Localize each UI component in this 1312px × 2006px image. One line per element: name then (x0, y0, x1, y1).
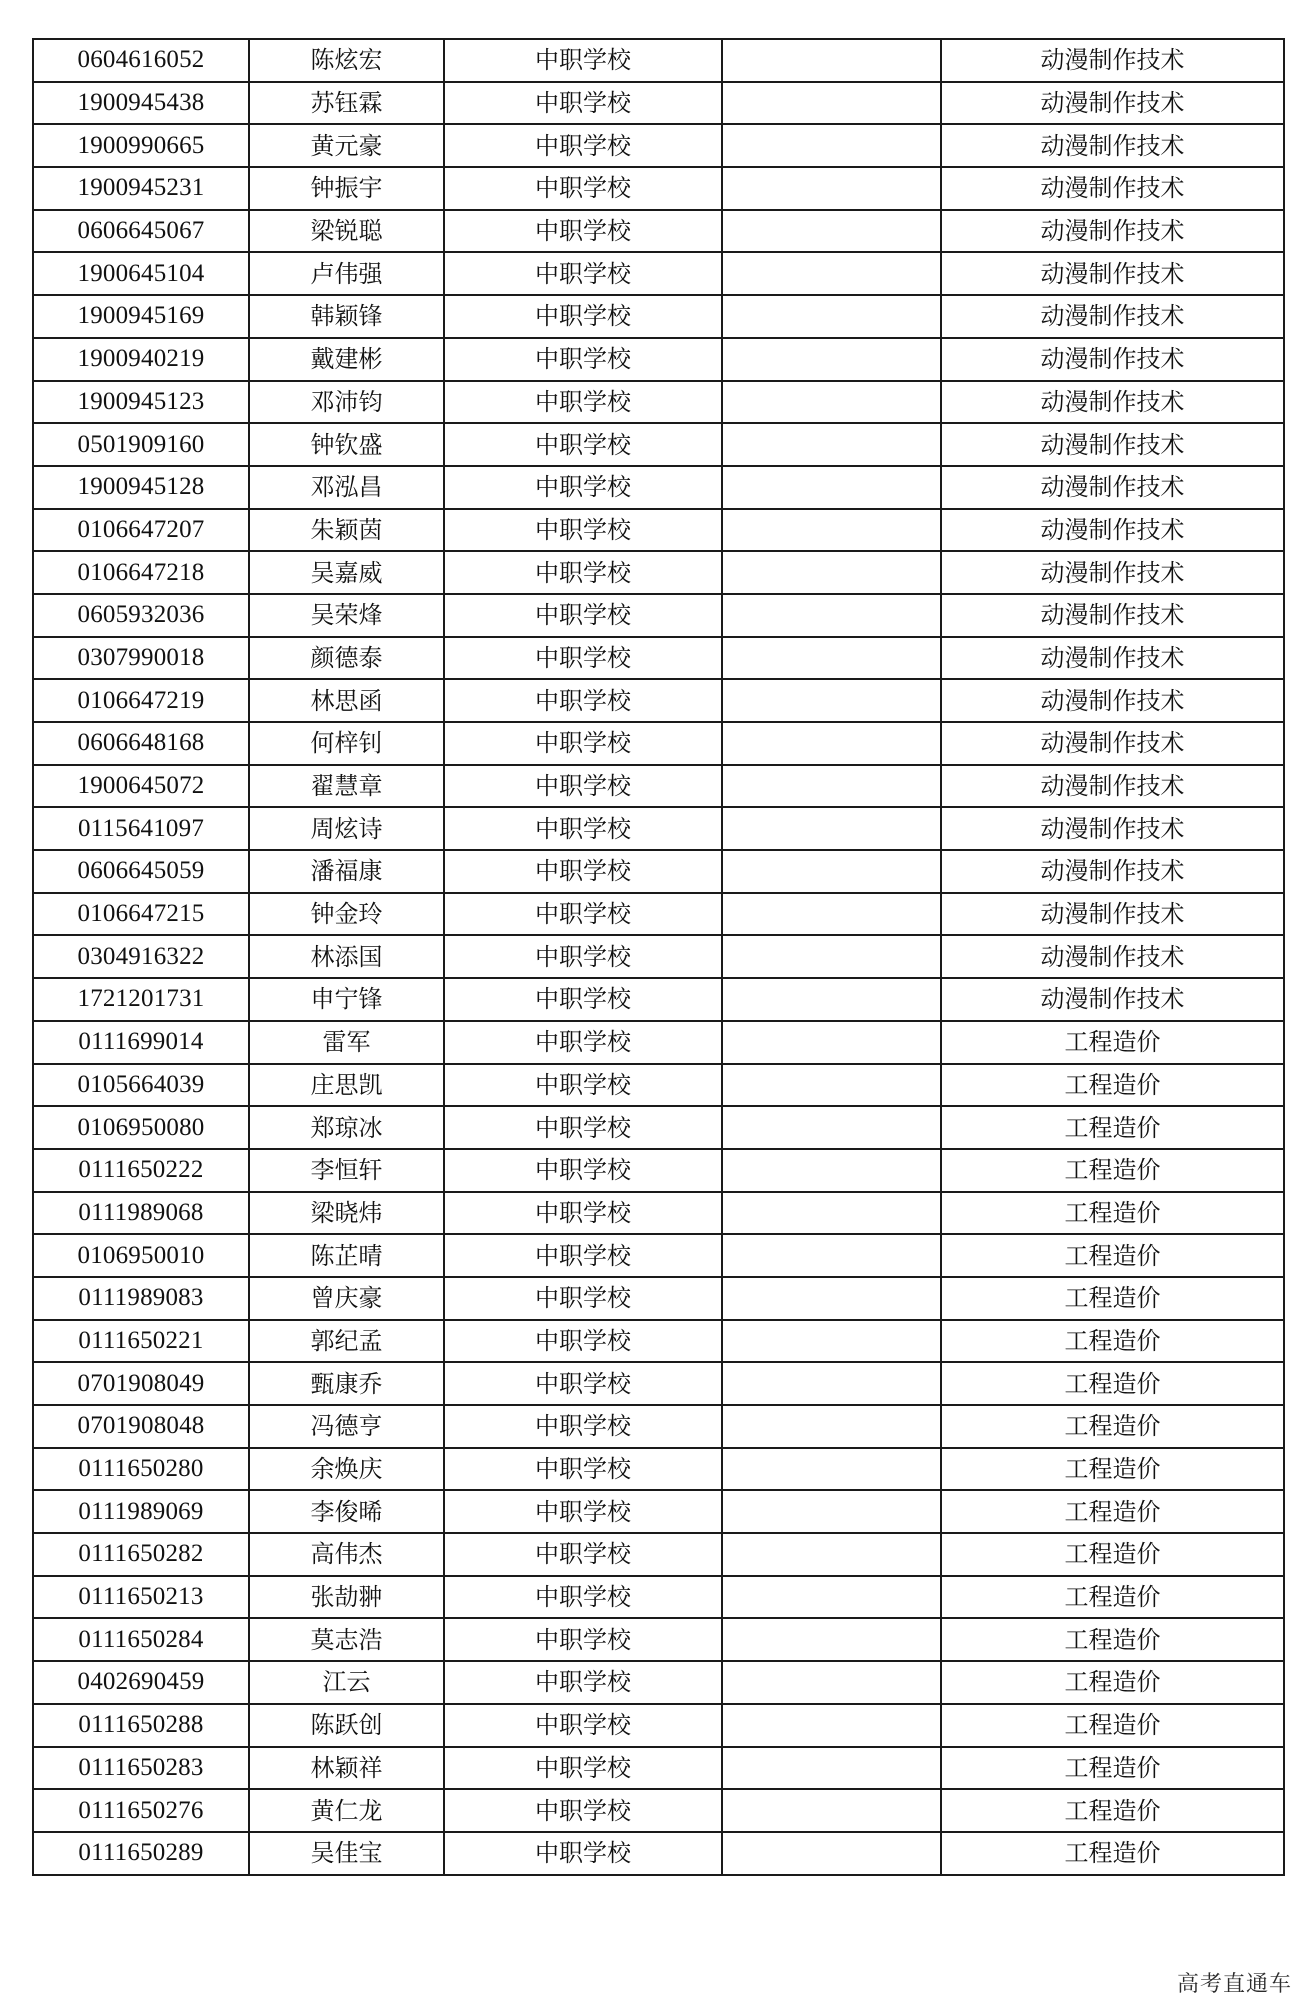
candidate-id-cell: 1900645072 (33, 765, 249, 808)
student-name-cell: 梁锐聪 (249, 210, 444, 253)
blank-cell (722, 1661, 941, 1704)
student-name-cell: 邓泓昌 (249, 466, 444, 509)
student-name-cell: 吴佳宝 (249, 1832, 444, 1875)
school-type-cell: 中职学校 (444, 1192, 722, 1235)
major-cell: 动漫制作技术 (941, 252, 1284, 295)
major-cell: 工程造价 (941, 1277, 1284, 1320)
student-name-cell: 郑琼冰 (249, 1106, 444, 1149)
school-type-cell: 中职学校 (444, 1490, 722, 1533)
school-type-cell: 中职学校 (444, 637, 722, 680)
student-name-cell: 郭纪孟 (249, 1320, 444, 1363)
student-name-cell: 何梓钊 (249, 722, 444, 765)
table-row (33, 466, 1284, 509)
table-row (33, 1192, 1284, 1235)
candidate-id-cell: 0111650280 (33, 1448, 249, 1491)
student-name-cell: 莫志浩 (249, 1618, 444, 1661)
candidate-id-cell: 0111989083 (33, 1277, 249, 1320)
major-cell: 动漫制作技术 (941, 39, 1284, 82)
blank-cell (722, 466, 941, 509)
table-row (33, 637, 1284, 680)
blank-cell (722, 1362, 941, 1405)
school-type-cell: 中职学校 (444, 1618, 722, 1661)
table-row (33, 1405, 1284, 1448)
candidate-id-cell: 0701908049 (33, 1362, 249, 1405)
student-name-cell: 陈芷晴 (249, 1234, 444, 1277)
candidate-id-cell: 0111650284 (33, 1618, 249, 1661)
blank-cell (722, 679, 941, 722)
table-row (33, 935, 1284, 978)
school-type-cell: 中职学校 (444, 1106, 722, 1149)
student-name-cell: 朱颖茵 (249, 509, 444, 552)
candidate-id-cell: 0106647219 (33, 679, 249, 722)
candidate-id-cell: 1900945128 (33, 466, 249, 509)
student-name-cell: 申宁锋 (249, 978, 444, 1021)
table-row (33, 722, 1284, 765)
school-type-cell: 中职学校 (444, 850, 722, 893)
blank-cell (722, 1106, 941, 1149)
table-row (33, 1576, 1284, 1619)
major-cell: 动漫制作技术 (941, 594, 1284, 637)
blank-cell (722, 338, 941, 381)
student-name-cell: 林添国 (249, 935, 444, 978)
student-name-cell: 卢伟强 (249, 252, 444, 295)
school-type-cell: 中职学校 (444, 295, 722, 338)
student-name-cell: 戴建彬 (249, 338, 444, 381)
major-cell: 动漫制作技术 (941, 167, 1284, 210)
blank-cell (722, 509, 941, 552)
watermark-text: 高考直通车 (1176, 1972, 1292, 1997)
blank-cell (722, 978, 941, 1021)
table-row (33, 1490, 1284, 1533)
student-name-cell: 黄元豪 (249, 124, 444, 167)
major-cell: 动漫制作技术 (941, 124, 1284, 167)
candidate-id-cell: 1900940219 (33, 338, 249, 381)
blank-cell (722, 1277, 941, 1320)
table-row (33, 1021, 1284, 1064)
school-type-cell: 中职学校 (444, 1533, 722, 1576)
major-cell: 动漫制作技术 (941, 978, 1284, 1021)
candidate-id-cell: 0111650289 (33, 1832, 249, 1875)
table-row (33, 39, 1284, 82)
blank-cell (722, 1448, 941, 1491)
blank-cell (722, 210, 941, 253)
candidate-id-cell: 0111650221 (33, 1320, 249, 1363)
student-name-cell: 梁晓炜 (249, 1192, 444, 1235)
candidate-id-cell: 0701908048 (33, 1405, 249, 1448)
school-type-cell: 中职学校 (444, 509, 722, 552)
table-row (33, 594, 1284, 637)
blank-cell (722, 1192, 941, 1235)
table-row (33, 1747, 1284, 1790)
student-name-cell: 江云 (249, 1661, 444, 1704)
student-name-cell: 庄思凯 (249, 1064, 444, 1107)
candidate-id-cell: 0105664039 (33, 1064, 249, 1107)
blank-cell (722, 1747, 941, 1790)
table-row (33, 509, 1284, 552)
major-cell: 工程造价 (941, 1704, 1284, 1747)
major-cell: 动漫制作技术 (941, 82, 1284, 125)
school-type-cell: 中职学校 (444, 1277, 722, 1320)
major-cell: 工程造价 (941, 1234, 1284, 1277)
student-name-cell: 张劼翀 (249, 1576, 444, 1619)
major-cell: 动漫制作技术 (941, 509, 1284, 552)
major-cell: 工程造价 (941, 1789, 1284, 1832)
school-type-cell: 中职学校 (444, 978, 722, 1021)
blank-cell (722, 1021, 941, 1064)
table-row (33, 1618, 1284, 1661)
candidate-id-cell: 0106647215 (33, 893, 249, 936)
school-type-cell: 中职学校 (444, 1448, 722, 1491)
school-type-cell: 中职学校 (444, 1021, 722, 1064)
candidate-id-cell: 0106950080 (33, 1106, 249, 1149)
table-row (33, 1106, 1284, 1149)
candidate-id-cell: 1900645104 (33, 252, 249, 295)
student-name-cell: 苏钰霖 (249, 82, 444, 125)
blank-cell (722, 423, 941, 466)
table-row (33, 1832, 1284, 1875)
student-name-cell: 周炫诗 (249, 807, 444, 850)
major-cell: 动漫制作技术 (941, 807, 1284, 850)
blank-cell (722, 1576, 941, 1619)
major-cell: 动漫制作技术 (941, 551, 1284, 594)
admission-list-table (32, 38, 1285, 1876)
major-cell: 工程造价 (941, 1832, 1284, 1875)
school-type-cell: 中职学校 (444, 252, 722, 295)
blank-cell (722, 637, 941, 680)
candidate-id-cell: 0111989069 (33, 1490, 249, 1533)
table-row (33, 210, 1284, 253)
school-type-cell: 中职学校 (444, 1704, 722, 1747)
major-cell: 工程造价 (941, 1320, 1284, 1363)
blank-cell (722, 82, 941, 125)
candidate-id-cell: 0111650282 (33, 1533, 249, 1576)
major-cell: 动漫制作技术 (941, 210, 1284, 253)
blank-cell (722, 1234, 941, 1277)
school-type-cell: 中职学校 (444, 679, 722, 722)
candidate-id-cell: 0106647207 (33, 509, 249, 552)
major-cell: 动漫制作技术 (941, 893, 1284, 936)
blank-cell (722, 1704, 941, 1747)
school-type-cell: 中职学校 (444, 124, 722, 167)
school-type-cell: 中职学校 (444, 210, 722, 253)
blank-cell (722, 1789, 941, 1832)
student-name-cell: 甄康乔 (249, 1362, 444, 1405)
blank-cell (722, 722, 941, 765)
major-cell: 动漫制作技术 (941, 850, 1284, 893)
school-type-cell: 中职学校 (444, 893, 722, 936)
table-row (33, 124, 1284, 167)
blank-cell (722, 893, 941, 936)
student-name-cell: 冯德亨 (249, 1405, 444, 1448)
blank-cell (722, 807, 941, 850)
school-type-cell: 中职学校 (444, 722, 722, 765)
candidate-id-cell: 1900945438 (33, 82, 249, 125)
school-type-cell: 中职学校 (444, 1362, 722, 1405)
student-name-cell: 余焕庆 (249, 1448, 444, 1491)
major-cell: 工程造价 (941, 1021, 1284, 1064)
table-row (33, 295, 1284, 338)
candidate-id-cell: 0605932036 (33, 594, 249, 637)
table-row (33, 82, 1284, 125)
table-row (33, 1149, 1284, 1192)
student-name-cell: 潘福康 (249, 850, 444, 893)
school-type-cell: 中职学校 (444, 1576, 722, 1619)
major-cell: 动漫制作技术 (941, 679, 1284, 722)
student-name-cell: 陈炫宏 (249, 39, 444, 82)
table-row (33, 1704, 1284, 1747)
student-name-cell: 陈跃创 (249, 1704, 444, 1747)
blank-cell (722, 850, 941, 893)
blank-cell (722, 124, 941, 167)
table-row (33, 1789, 1284, 1832)
table-row (33, 167, 1284, 210)
student-name-cell: 吴荣烽 (249, 594, 444, 637)
student-name-cell: 钟金玲 (249, 893, 444, 936)
school-type-cell: 中职学校 (444, 935, 722, 978)
major-cell: 工程造价 (941, 1362, 1284, 1405)
major-cell: 工程造价 (941, 1533, 1284, 1576)
school-type-cell: 中职学校 (444, 1747, 722, 1790)
student-name-cell: 钟振宇 (249, 167, 444, 210)
major-cell: 工程造价 (941, 1490, 1284, 1533)
table-row (33, 1277, 1284, 1320)
blank-cell (722, 551, 941, 594)
blank-cell (722, 1149, 941, 1192)
table-row (33, 679, 1284, 722)
candidate-id-cell: 0501909160 (33, 423, 249, 466)
school-type-cell: 中职学校 (444, 167, 722, 210)
candidate-id-cell: 0111650213 (33, 1576, 249, 1619)
school-type-cell: 中职学校 (444, 338, 722, 381)
candidate-id-cell: 0115641097 (33, 807, 249, 850)
student-name-cell: 钟钦盛 (249, 423, 444, 466)
table-row (33, 893, 1284, 936)
major-cell: 动漫制作技术 (941, 381, 1284, 424)
table-row (33, 381, 1284, 424)
table-body (33, 39, 1284, 1875)
blank-cell (722, 1832, 941, 1875)
school-type-cell: 中职学校 (444, 423, 722, 466)
table-row (33, 1448, 1284, 1491)
student-name-cell: 翟慧章 (249, 765, 444, 808)
candidate-id-cell: 1900945231 (33, 167, 249, 210)
school-type-cell: 中职学校 (444, 466, 722, 509)
blank-cell (722, 1533, 941, 1576)
major-cell: 工程造价 (941, 1747, 1284, 1790)
blank-cell (722, 935, 941, 978)
blank-cell (722, 1405, 941, 1448)
blank-cell (722, 1320, 941, 1363)
school-type-cell: 中职学校 (444, 1832, 722, 1875)
school-type-cell: 中职学校 (444, 39, 722, 82)
student-name-cell: 高伟杰 (249, 1533, 444, 1576)
school-type-cell: 中职学校 (444, 551, 722, 594)
candidate-id-cell: 0307990018 (33, 637, 249, 680)
student-name-cell: 韩颖锋 (249, 295, 444, 338)
candidate-id-cell: 0111650276 (33, 1789, 249, 1832)
candidate-id-cell: 0111699014 (33, 1021, 249, 1064)
major-cell: 动漫制作技术 (941, 338, 1284, 381)
major-cell: 工程造价 (941, 1576, 1284, 1619)
school-type-cell: 中职学校 (444, 1789, 722, 1832)
school-type-cell: 中职学校 (444, 594, 722, 637)
student-name-cell: 曾庆豪 (249, 1277, 444, 1320)
table-row (33, 765, 1284, 808)
table-row (33, 1320, 1284, 1363)
student-name-cell: 颜德泰 (249, 637, 444, 680)
blank-cell (722, 39, 941, 82)
candidate-id-cell: 0106647218 (33, 551, 249, 594)
candidate-id-cell: 1900945169 (33, 295, 249, 338)
candidate-id-cell: 0304916322 (33, 935, 249, 978)
school-type-cell: 中职学校 (444, 1064, 722, 1107)
major-cell: 动漫制作技术 (941, 423, 1284, 466)
candidate-id-cell: 1900945123 (33, 381, 249, 424)
school-type-cell: 中职学校 (444, 807, 722, 850)
blank-cell (722, 765, 941, 808)
table-row (33, 850, 1284, 893)
major-cell: 工程造价 (941, 1448, 1284, 1491)
major-cell: 工程造价 (941, 1192, 1284, 1235)
candidate-id-cell: 0106950010 (33, 1234, 249, 1277)
student-name-cell: 李俊晞 (249, 1490, 444, 1533)
major-cell: 工程造价 (941, 1149, 1284, 1192)
school-type-cell: 中职学校 (444, 1149, 722, 1192)
student-name-cell: 李恒轩 (249, 1149, 444, 1192)
candidate-id-cell: 0604616052 (33, 39, 249, 82)
major-cell: 动漫制作技术 (941, 466, 1284, 509)
candidate-id-cell: 0606645067 (33, 210, 249, 253)
table-row (33, 1661, 1284, 1704)
table-row (33, 252, 1284, 295)
table-row (33, 551, 1284, 594)
school-type-cell: 中职学校 (444, 381, 722, 424)
table-row (33, 978, 1284, 1021)
candidate-id-cell: 1721201731 (33, 978, 249, 1021)
candidate-id-cell: 1900990665 (33, 124, 249, 167)
candidate-id-cell: 0606648168 (33, 722, 249, 765)
blank-cell (722, 295, 941, 338)
blank-cell (722, 167, 941, 210)
blank-cell (722, 1490, 941, 1533)
admission-list-table-container (32, 38, 1283, 1876)
student-name-cell: 雷军 (249, 1021, 444, 1064)
school-type-cell: 中职学校 (444, 1661, 722, 1704)
major-cell: 工程造价 (941, 1661, 1284, 1704)
student-name-cell: 黄仁龙 (249, 1789, 444, 1832)
candidate-id-cell: 0111650288 (33, 1704, 249, 1747)
table-row (33, 807, 1284, 850)
school-type-cell: 中职学校 (444, 82, 722, 125)
school-type-cell: 中职学校 (444, 1320, 722, 1363)
blank-cell (722, 594, 941, 637)
candidate-id-cell: 0402690459 (33, 1661, 249, 1704)
table-row (33, 423, 1284, 466)
school-type-cell: 中职学校 (444, 765, 722, 808)
student-name-cell: 林思函 (249, 679, 444, 722)
student-name-cell: 吴嘉威 (249, 551, 444, 594)
major-cell: 动漫制作技术 (941, 722, 1284, 765)
candidate-id-cell: 0111650222 (33, 1149, 249, 1192)
table-row (33, 1064, 1284, 1107)
table-row (33, 1234, 1284, 1277)
major-cell: 动漫制作技术 (941, 765, 1284, 808)
major-cell: 工程造价 (941, 1106, 1284, 1149)
table-row (33, 1362, 1284, 1405)
student-name-cell: 邓沛钧 (249, 381, 444, 424)
major-cell: 动漫制作技术 (941, 295, 1284, 338)
major-cell: 工程造价 (941, 1405, 1284, 1448)
major-cell: 工程造价 (941, 1064, 1284, 1107)
major-cell: 动漫制作技术 (941, 637, 1284, 680)
candidate-id-cell: 0111989068 (33, 1192, 249, 1235)
candidate-id-cell: 0111650283 (33, 1747, 249, 1790)
major-cell: 动漫制作技术 (941, 935, 1284, 978)
table-row (33, 1533, 1284, 1576)
student-name-cell: 林颖祥 (249, 1747, 444, 1790)
school-type-cell: 中职学校 (444, 1405, 722, 1448)
blank-cell (722, 1618, 941, 1661)
school-type-cell: 中职学校 (444, 1234, 722, 1277)
table-row (33, 338, 1284, 381)
candidate-id-cell: 0606645059 (33, 850, 249, 893)
blank-cell (722, 1064, 941, 1107)
major-cell: 工程造价 (941, 1618, 1284, 1661)
blank-cell (722, 252, 941, 295)
blank-cell (722, 381, 941, 424)
